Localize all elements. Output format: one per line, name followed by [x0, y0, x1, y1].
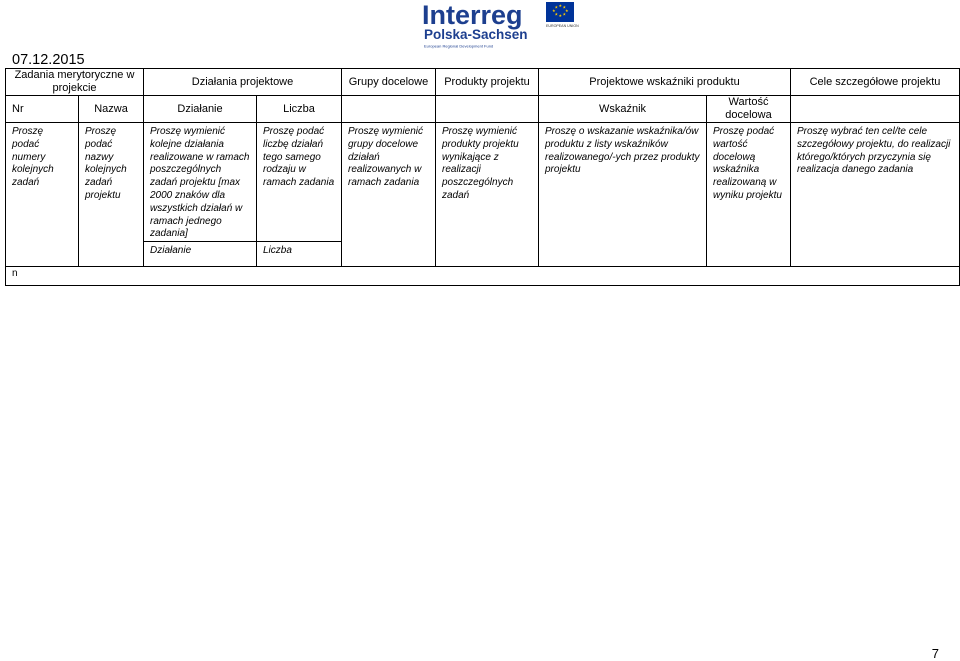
desc-produkty: Proszę wymienić produkty projektu wynikające z realizacji poszczególnych zadań: [436, 123, 539, 267]
desc-liczba: Proszę podać liczbę działań tego samego rodzaju w ramach zadania: [257, 123, 342, 242]
header-produkty: Produkty projektu: [436, 69, 539, 96]
row-n: n: [6, 267, 960, 286]
subheader-grupy-empty: [342, 96, 436, 123]
subheader-cele-empty: [791, 96, 960, 123]
desc-nazwa: Proszę podać nazwy kolejnych zadań projektu: [79, 123, 144, 267]
logo-region: Polska-Sachsen: [424, 27, 528, 42]
subheader-liczba: Liczba: [257, 96, 342, 123]
page-number: 7: [931, 646, 939, 661]
svg-text:★: ★: [558, 3, 563, 8]
desc-wskaznik: Proszę o wskazanie wskaźnika/ów produktu z listy wskaźników realizowanego/-ych przez produkty projektu: [539, 123, 707, 267]
logo-wordmark: Interreg: [422, 0, 523, 30]
desc-nr: Proszę podać numery kolejnych zadań: [6, 123, 79, 267]
svg-text:★: ★: [565, 8, 569, 13]
desc-wartosc: Proszę podać wartość docelową wskaźnika realizowaną w wyniku projektu: [707, 123, 791, 267]
logo-fund: European Regional Development Fund: [424, 43, 494, 49]
header-dzialania: Działania projektowe: [144, 69, 342, 96]
svg-text:★: ★: [554, 4, 559, 10]
header-grupy: Grupy docelowe: [342, 69, 436, 96]
desc-grupy: Proszę wymienić grupy docelowe działań realizowanych w ramach zadania: [342, 123, 436, 267]
eu-label: EUROPEAN UNION: [546, 24, 579, 28]
desc-dzialanie: Proszę wymienić kolejne działania realizowane w ramach poszczególnych zadań projektu [max 2000 znaków dla wszystkich działań w ramach jednego zadania]: [144, 123, 257, 242]
eu-flag-icon: [546, 2, 574, 22]
svg-text:★: ★: [552, 8, 556, 13]
interreg-logo: [420, 0, 580, 50]
svg-text:★: ★: [554, 11, 559, 17]
sub-liczba: Liczba: [257, 242, 342, 267]
svg-text:★: ★: [562, 11, 567, 17]
desc-cele: Proszę wybrać ten cel/te cele szczegółowy projektu, do realizacji którego/których przyczynia się realizacja danego zadania: [791, 123, 960, 267]
header-cele: Cele szczegółowe projektu: [791, 69, 960, 96]
sub-dzialanie: Działanie: [144, 242, 257, 267]
subheader-produkty-empty: [436, 96, 539, 123]
header-zadania: Zadania merytoryczne w projekcie: [6, 69, 144, 96]
subheader-nr: Nr: [6, 96, 79, 123]
svg-text:★: ★: [562, 4, 567, 10]
document-date: 07.12.2015: [12, 52, 85, 68]
subheader-wskaznik: Wskaźnik: [539, 96, 707, 123]
subheader-dzialanie: Działanie: [144, 96, 257, 123]
subheader-nazwa: Nazwa: [79, 96, 144, 123]
header-wskazniki: Projektowe wskaźniki produktu: [539, 69, 791, 96]
svg-text:★: ★: [558, 13, 563, 18]
subheader-wartosc: Wartość docelowa: [707, 96, 791, 123]
project-tasks-table: [5, 68, 960, 286]
